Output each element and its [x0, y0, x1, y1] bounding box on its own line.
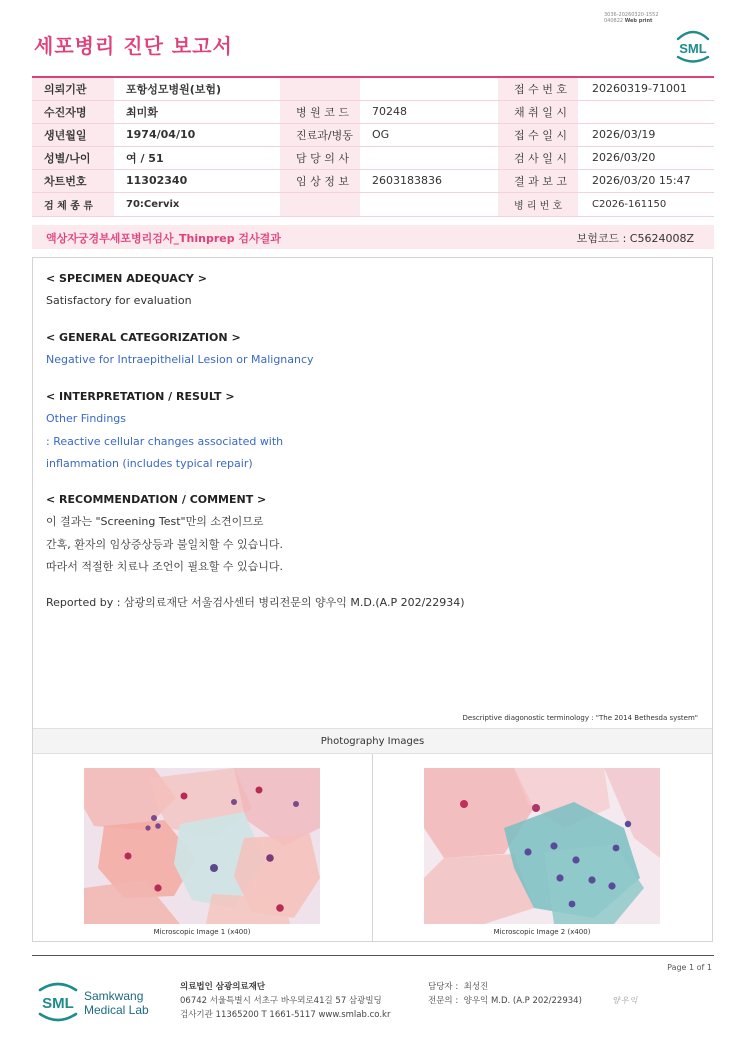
result-panel [32, 257, 713, 942]
interpretation-line: : Reactive cellular changes associated with [46, 434, 284, 448]
info-value [360, 192, 498, 216]
info-value: 1974/04/10 [114, 123, 280, 146]
info-label: 검 사 일 시 [498, 146, 578, 169]
reported-by: Reported by : 삼광의료재단 서울검사센터 병리전문의 양우익 M.D.(A.P 202/22934) [46, 596, 465, 609]
test-title-band [32, 225, 714, 249]
info-row [32, 169, 714, 192]
sml-logo-icon [36, 978, 176, 1028]
staff-label: 담당자 : [428, 982, 459, 992]
info-label: 접 수 번 호 [498, 77, 578, 100]
org-contact: 검사기관 11365200 T 1661-5117 www.smlab.co.kr [180, 1010, 391, 1020]
info-value: 70:Cervix [114, 192, 280, 216]
patient-info-table [32, 76, 714, 217]
interpretation-line: Other Findings [46, 412, 127, 425]
print-meta-web: 040822 Web print [604, 18, 653, 24]
info-value: 2603183836 [360, 169, 498, 192]
info-row [32, 77, 714, 100]
info-row [32, 192, 714, 216]
page-number: Page 1 of 1 [667, 963, 712, 972]
recommendation-line: 간혹, 환자의 임상증상등과 불일치할 수 있습니다. [46, 537, 283, 551]
info-value: 2026/03/20 15:47 [578, 169, 714, 192]
recommendation-line: 따라서 적절한 치료나 조언이 필요할 수 있습니다. [46, 560, 283, 573]
info-row [32, 100, 714, 123]
lab-name-line1: Samkwang [84, 989, 144, 1003]
info-value: OG [360, 123, 498, 146]
info-label: 성별/나이 [32, 146, 114, 169]
info-value: 20260319-71001 [578, 77, 714, 100]
info-row [32, 146, 714, 169]
sml-logo-mark: SML [42, 995, 74, 1012]
image-caption-2: Microscopic Image 2 (x400) [493, 928, 591, 936]
lab-name-line2: Medical Lab [84, 1003, 149, 1017]
general-heading: < GENERAL CATEGORIZATION > [46, 331, 241, 344]
terminology-note: Descriptive diagonostic terminology : "The 2014 Bethesda system" [462, 714, 698, 722]
microscopic-image-1 [84, 768, 320, 924]
info-label: 담 당 의 사 [280, 146, 360, 169]
specimen-heading: < SPECIMEN ADEQUACY > [46, 272, 207, 285]
info-value: 2026/03/20 [578, 146, 714, 169]
insurance-code: 보험코드 : C5624008Z [576, 232, 694, 245]
result-content [46, 271, 465, 610]
specimen-text: Satisfactory for evaluation [46, 294, 192, 307]
image-caption-1: Microscopic Image 1 (x400) [153, 928, 251, 936]
microscopic-image-2 [424, 768, 660, 924]
info-label: 수진자명 [32, 100, 114, 123]
info-label: 의뢰기관 [32, 77, 114, 100]
test-title: 액상자궁경부세포병리검사_Thinprep 검사결과 [46, 232, 281, 245]
specialist-signature: 양우익 [612, 996, 639, 1005]
info-value: 포항성모병원(보험) [114, 77, 280, 100]
info-label: 접 수 일 시 [498, 123, 578, 146]
photo-section-header: Photography Images [33, 728, 712, 754]
info-label: 병 리 번 호 [498, 192, 578, 216]
info-label: 임 상 정 보 [280, 169, 360, 192]
info-value: C2026-161150 [578, 192, 714, 216]
info-value: 2026/03/19 [578, 123, 714, 146]
info-value [360, 77, 498, 100]
report-title: 세포병리 진단 보고서 [34, 34, 233, 58]
interpretation-heading: < INTERPRETATION / RESULT > [46, 390, 235, 403]
footer-divider [32, 955, 714, 956]
print-meta [604, 12, 659, 24]
staff-name: 최성진 [463, 982, 489, 992]
recommendation-line: 이 결과는 "Screening Test"만의 소견이므로 [46, 515, 264, 528]
interpretation-line: inflammation (includes typical repair) [46, 457, 253, 470]
info-label: 진료과/병동 [280, 123, 360, 146]
info-label [280, 77, 360, 100]
photo-divider [372, 754, 373, 942]
specialist-label: 전문의 : [428, 996, 459, 1006]
info-label: 병 원 코 드 [280, 100, 360, 123]
info-label: 생년월일 [32, 123, 114, 146]
general-text: Negative for Intraepithelial Lesion or Malignancy [46, 353, 314, 366]
recommendation-heading: < RECOMMENDATION / COMMENT > [46, 493, 267, 506]
org-address: 06742 서울특별시 서초구 바우뫼로41길 57 삼광빌딩 [180, 996, 382, 1006]
info-value: 70248 [360, 100, 498, 123]
info-label [280, 192, 360, 216]
info-row [32, 123, 714, 146]
info-label: 결 과 보 고 [498, 169, 578, 192]
info-value: 최미화 [114, 100, 280, 123]
footer-organization [180, 980, 390, 1022]
org-name: 의료법인 삼광의료재단 [180, 982, 266, 992]
info-value [360, 146, 498, 169]
sml-logo-mark: SML [679, 41, 707, 56]
info-label: 검 체 종 류 [32, 192, 114, 216]
info-label: 차트번호 [32, 169, 114, 192]
info-value [578, 100, 714, 123]
info-value: 여 / 51 [114, 146, 280, 169]
print-meta-id: 3036-20260320-1552 [604, 12, 659, 18]
sml-logo-icon [672, 26, 714, 64]
footer-staff [428, 980, 582, 1008]
info-label: 채 취 일 시 [498, 100, 578, 123]
info-value: 11302340 [114, 169, 280, 192]
specialist-name: 양우익 M.D. (A.P 202/22934) [463, 996, 582, 1006]
